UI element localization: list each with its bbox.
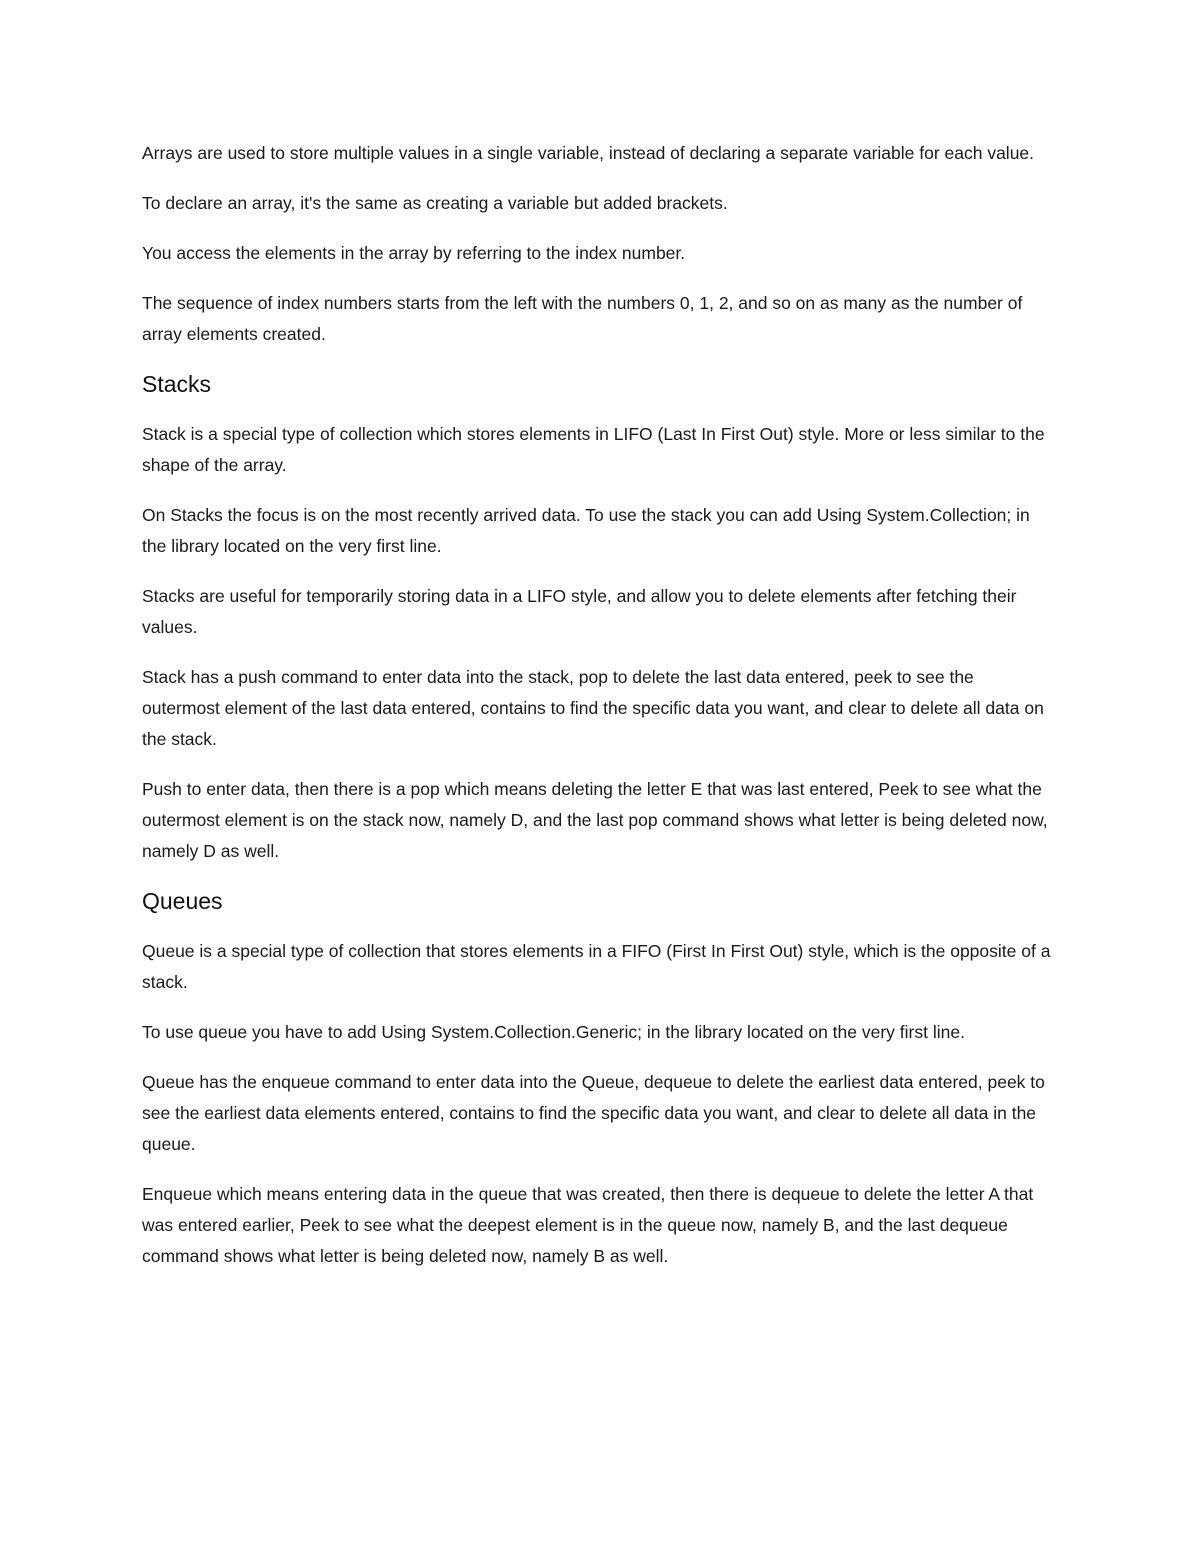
queues-heading: Queues xyxy=(142,888,223,914)
intro-paragraph-2: To declare an array, it's the same as creating a variable but added brackets. xyxy=(142,193,728,213)
intro-paragraph-1: Arrays are used to store multiple values in a single variable, instead of declaring a separate variable for each value. xyxy=(142,143,1035,163)
stacks-paragraph-3: Stacks are useful for temporarily storing data in a LIFO style, and allow you to delete elements after fetching their values. xyxy=(142,586,1017,637)
intro-section xyxy=(142,138,1054,350)
queues-section xyxy=(142,886,1054,1272)
stacks-paragraph-5: Push to enter data, then there is a pop which means deleting the letter E that was last entered, Peek to see what the outermost element is on the stack now, namely D, and the last pop command shows what letter is being deleted now, namely D as well. xyxy=(142,779,1048,861)
queues-paragraph-1: Queue is a special type of collection that stores elements in a FIFO (First In First Out) style, which is the opposite of a stack. xyxy=(142,941,1051,992)
stacks-heading: Stacks xyxy=(142,371,212,397)
stacks-paragraph-2: On Stacks the focus is on the most recently arrived data. To use the stack you can add Using System.Collection; in the library located on the very first line. xyxy=(142,505,1030,556)
stacks-paragraph-4: Stack has a push command to enter data into the stack, pop to delete the last data entered, peek to see the outermost element of the last data entered, contains to find the specific data you want, and clear to delete all data on the stack. xyxy=(142,667,1044,749)
queues-paragraph-2: To use queue you have to add Using System.Collection.Generic; in the library located on the very first line. xyxy=(142,1022,965,1042)
intro-paragraph-4: The sequence of index numbers starts from the left with the numbers 0, 1, 2, and so on as many as the number of array elements created. xyxy=(142,293,1023,344)
document-page xyxy=(142,138,1054,1291)
stacks-section xyxy=(142,369,1054,867)
queues-paragraph-3: Queue has the enqueue command to enter data into the Queue, dequeue to delete the earliest data entered, peek to see the earliest data elements entered, contains to find the specific data you want, and clear to delete all data in the queue. xyxy=(142,1072,1045,1154)
stacks-paragraph-1: Stack is a special type of collection which stores elements in LIFO (Last In First Out) style. More or less similar to the shape of the array. xyxy=(142,424,1045,475)
intro-paragraph-3: You access the elements in the array by referring to the index number. xyxy=(142,243,686,263)
queues-paragraph-4: Enqueue which means entering data in the queue that was created, then there is dequeue to delete the letter A that was entered earlier, Peek to see what the deepest element is in the queue now, namely B, and the last dequeue command shows what letter is being deleted now, namely B as well. xyxy=(142,1184,1034,1266)
